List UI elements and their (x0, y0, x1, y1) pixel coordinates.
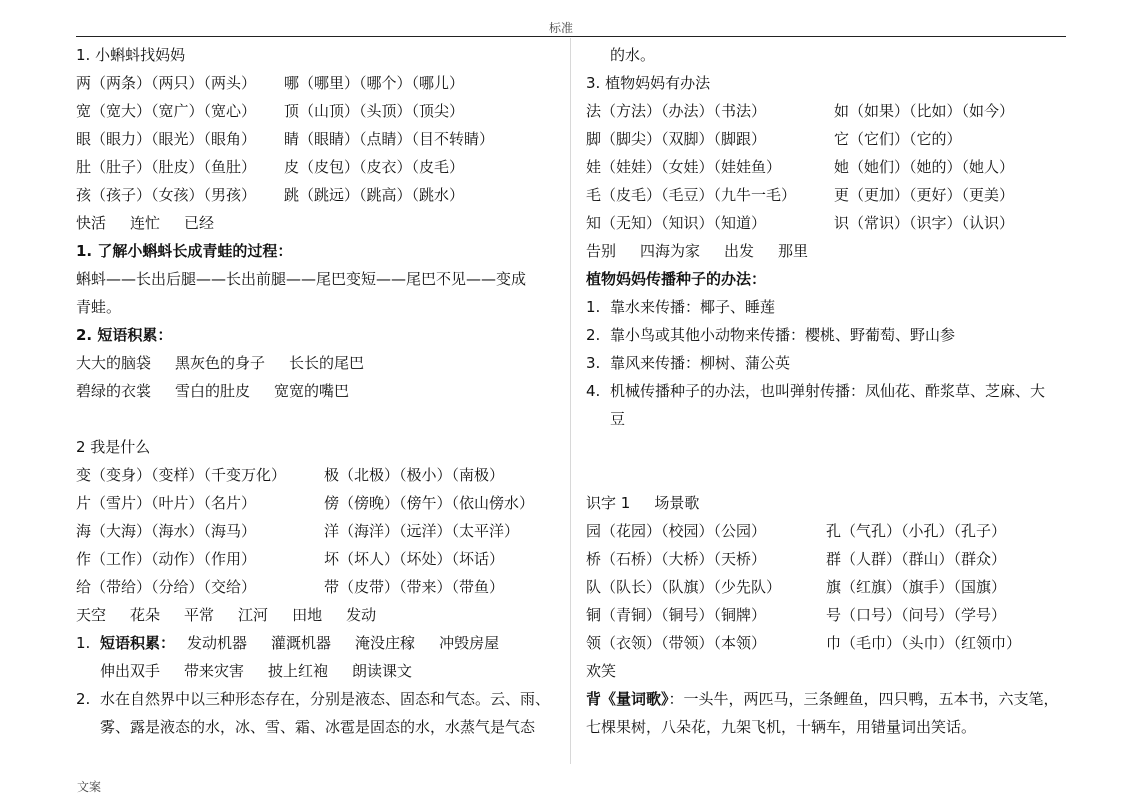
list-text: 水在自然界中以三种形态存在，分别是液态、固态和气态。云、雨、 (100, 690, 551, 708)
word: 发动 (346, 606, 377, 624)
vocab-entry: 娃（娃娃）（女娃）（娃娃鱼） (586, 158, 782, 176)
list-number: 2. (586, 326, 601, 344)
word: 田地 (292, 606, 323, 624)
word-list (76, 601, 562, 629)
vocab-row (76, 517, 562, 545)
vocab-entry: 作（工作）（动作）（作用） (76, 550, 257, 568)
vocab-row (76, 69, 562, 97)
list-item-continuation: 雾、露是液态的水，冰、雪、霜、冰雹是固态的水，水蒸气是气态 (100, 718, 536, 736)
vocab-entry: 洋（海洋）（远洋）（太平洋） (324, 522, 520, 540)
vocab-row (586, 545, 1070, 573)
list-number: 1. (76, 634, 91, 652)
spacer (586, 433, 1070, 461)
word: 平常 (184, 606, 215, 624)
vocab-row (586, 573, 1070, 601)
vocab-entry: 铜（青铜）（铜号）（铜牌） (586, 606, 767, 624)
vocab-entry: 领（衣领）（带领）（本领） (586, 634, 767, 652)
paragraph-line: 的水。 (610, 46, 656, 64)
vocab-entry: 如（如果）（比如）（如今） (834, 102, 1015, 120)
vocab-row (76, 489, 562, 517)
vocab-entry: 带（皮带）（带来）（带鱼） (324, 578, 505, 596)
vocab-entry: 她（她们）（她的）（她人） (834, 158, 1015, 176)
phrase: 灌溉机器 (271, 634, 332, 652)
phrase: 长长的尾巴 (289, 354, 365, 372)
vocab-entry: 片（雪片）（叶片）（名片） (76, 494, 257, 512)
vocab-entry: 孩（孩子）（女孩）（男孩） (76, 186, 257, 204)
section-title-name: 场景歌 (654, 494, 700, 512)
paragraph-line: 青蛙。 (76, 298, 122, 316)
phrase: 宽宽的嘴巴 (274, 382, 350, 400)
phrase: 带来灾害 (184, 662, 245, 680)
section-title: 3. 植物妈妈有办法 (586, 74, 711, 92)
vocab-entry: 识（常识）（识字）（认识） (834, 214, 1015, 232)
vocab-row (76, 461, 562, 489)
right-column (586, 41, 1070, 741)
vocab-row (76, 181, 562, 209)
vocab-entry: 眼（眼力）（眼光）（眼角） (76, 130, 257, 148)
vocab-row (76, 125, 562, 153)
phrase: 朗读课文 (352, 662, 413, 680)
vocab-entry: 两（两条）（两只）（两头） (76, 74, 257, 92)
word: 那里 (778, 242, 809, 260)
word-list (76, 209, 562, 237)
subheading: 2. 短语积累： (76, 326, 173, 344)
word: 天空 (76, 606, 107, 624)
phrase: 雪白的肚皮 (175, 382, 251, 400)
list-item (76, 629, 562, 657)
phrase: 大大的脑袋 (76, 354, 152, 372)
phrase: 碧绿的衣裳 (76, 382, 152, 400)
vocab-entry: 极（北极）（极小）（南极） (324, 466, 505, 484)
word: 出发 (724, 242, 755, 260)
vocab-entry: 号（口号）（问号）（学号） (826, 606, 1007, 624)
word-list (586, 237, 1070, 265)
spacer (586, 461, 1070, 489)
vocab-entry: 毛（皮毛）（毛豆）（九牛一毛） (586, 186, 797, 204)
list-number: 4. (586, 382, 601, 400)
vocab-entry: 宽（宽大）（宽广）（宽心） (76, 102, 257, 120)
list-item (586, 321, 1070, 349)
header-rule (76, 36, 1066, 37)
subheading: 植物妈妈传播种子的办法： (586, 270, 767, 288)
list-item (586, 377, 1070, 405)
phrase: 黑灰色的身子 (175, 354, 266, 372)
word: 告别 (586, 242, 617, 260)
paragraph-label: 背《量词歌》 (586, 690, 669, 708)
list-item-continuation: 豆 (610, 410, 626, 428)
vocab-entry: 跳（跳远）（跳高）（跳水） (284, 186, 465, 204)
vocab-entry: 队（队长）（队旗）（少先队） (586, 578, 782, 596)
vocab-entry: 顶（山顶）（头顶）（顶尖） (284, 102, 465, 120)
vocab-row (586, 125, 1070, 153)
list-number: 3. (586, 354, 601, 372)
vocab-row (76, 153, 562, 181)
word: 四海为家 (640, 242, 701, 260)
phrase-row (76, 349, 562, 377)
vocab-entry: 变（变身）（变样）（千变万化） (76, 466, 287, 484)
vocab-row (586, 181, 1070, 209)
vocab-entry: 脚（脚尖）（双脚）（脚跟） (586, 130, 767, 148)
phrase: 发动机器 (187, 634, 248, 652)
vocab-row (76, 97, 562, 125)
vocab-entry: 法（方法）（办法）（书法） (586, 102, 767, 120)
phrase: 淹没庄稼 (355, 634, 416, 652)
page-footer: 文案 (77, 780, 102, 794)
vocab-entry: 睛（眼睛）（点睛）（目不转睛） (284, 130, 495, 148)
word: 欢笑 (586, 662, 617, 680)
column-divider (570, 38, 571, 764)
list-text: 机械传播种子的办法，也叫弹射传播：凤仙花、酢浆草、芝麻、大 (610, 382, 1046, 400)
vocab-row (586, 153, 1070, 181)
vocab-row (586, 601, 1070, 629)
section-title-label: 识字 1 (586, 494, 631, 512)
word: 连忙 (130, 214, 161, 232)
vocab-row (586, 209, 1070, 237)
paragraph-text: ：一头牛，两匹马，三条鲤鱼，四只鸭，五本书，六支笔， (668, 690, 1059, 708)
list-item-continuation (76, 657, 562, 685)
word: 江河 (238, 606, 269, 624)
vocab-entry: 知（无知）（知识）（知道） (586, 214, 767, 232)
word: 快活 (76, 214, 107, 232)
list-number: 2. (76, 690, 91, 708)
list-label: 短语积累： (100, 634, 176, 652)
vocab-entry: 给（带给）（分给）（交给） (76, 578, 257, 596)
vocab-entry: 更（更加）（更好）（更美） (834, 186, 1015, 204)
vocab-entry: 孔（气孔）（小孔）（孔子） (826, 522, 1007, 540)
list-item (586, 349, 1070, 377)
vocab-entry: 坏（坏人）（坏处）（坏话） (324, 550, 505, 568)
vocab-row (76, 545, 562, 573)
list-text: 靠风来传播：柳树、蒲公英 (610, 354, 791, 372)
section-title: 1. 小蝌蚪找妈妈 (76, 46, 186, 64)
vocab-entry: 海（大海）（海水）（海马） (76, 522, 257, 540)
section-title (586, 489, 1070, 517)
vocab-entry: 巾（毛巾）（头巾）（红领巾） (826, 634, 1022, 652)
word: 花朵 (130, 606, 161, 624)
vocab-row (586, 629, 1070, 657)
list-number: 1. (586, 298, 601, 316)
list-text: 靠水来传播：椰子、睡莲 (610, 298, 776, 316)
vocab-entry: 肚（肚子）（肚皮）（鱼肚） (76, 158, 257, 176)
vocab-entry: 傍（傍晚）（傍午）（依山傍水） (324, 494, 535, 512)
vocab-entry: 皮（皮包）（皮衣）（皮毛） (284, 158, 465, 176)
phrase: 冲毁房屋 (439, 634, 500, 652)
vocab-entry: 旗（红旗）（旗手）（国旗） (826, 578, 1007, 596)
vocab-entry: 它（它们）（它的） (834, 130, 962, 148)
page-header: 标准 (548, 21, 573, 35)
paragraph-line: 七棵果树，八朵花，九架飞机，十辆车，用错量词出笑话。 (586, 718, 977, 736)
vocab-entry: 桥（石桥）（大桥）（天桥） (586, 550, 767, 568)
word: 已经 (184, 214, 215, 232)
phrase: 披上红袍 (268, 662, 329, 680)
list-item (76, 685, 562, 713)
left-column (76, 41, 562, 741)
spacer (76, 405, 562, 433)
paragraph-line (586, 685, 1070, 713)
phrase-row (76, 377, 562, 405)
vocab-entry: 群（人群）（群山）（群众） (826, 550, 1007, 568)
vocab-entry: 哪（哪里）（哪个）（哪儿） (284, 74, 465, 92)
vocab-row (586, 517, 1070, 545)
list-item (586, 293, 1070, 321)
section-title: 2 我是什么 (76, 438, 151, 456)
vocab-entry: 园（花园）（校园）（公园） (586, 522, 767, 540)
list-text: 靠小鸟或其他小动物来传播：樱桃、野葡萄、野山参 (610, 326, 956, 344)
vocab-row (76, 573, 562, 601)
subheading: 1. 了解小蝌蚪长成青蛙的过程： (76, 242, 293, 260)
paragraph-line: 蝌蚪——长出后腿——长出前腿——尾巴变短——尾巴不见——变成 (76, 270, 527, 288)
vocab-row (586, 97, 1070, 125)
phrase: 伸出双手 (100, 662, 161, 680)
